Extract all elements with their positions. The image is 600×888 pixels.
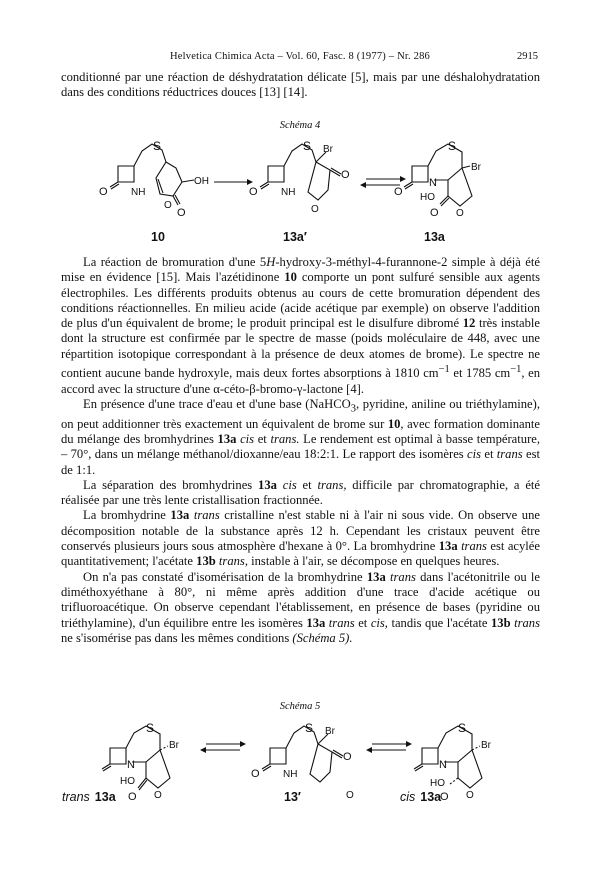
opening-paragraph xyxy=(61,70,540,101)
atom-n: N xyxy=(429,177,437,189)
atom-br: Br xyxy=(169,740,179,751)
schema-5-title: Schéma 5 xyxy=(279,701,321,712)
paragraph: La bromhydrine 13a trans cristalline n'est stable ni à l'air ni sous vide. On observe une décomposition notable de la substance après 12 h. Cependant les cristaux peuvent être conservés plusieurs jours sous atmosphère d'hexane à 0°. La bromhydrine 13a trans est acylée quantitativement; l'acétate 13b trans, instable à l'air, se décompose en quelques heures. xyxy=(61,508,540,569)
atom-o: O xyxy=(164,200,172,211)
atom-nh: NH xyxy=(131,187,146,198)
atom-o: O xyxy=(311,204,319,215)
atom-o: O xyxy=(466,790,474,801)
structure-10 xyxy=(110,144,194,205)
atom-s: S xyxy=(448,139,457,153)
atom-br: Br xyxy=(471,162,481,173)
compound-label-13-prime: 13′ xyxy=(284,790,301,804)
compound-label-trans-13a: trans 13a xyxy=(62,790,116,804)
compound-label-cis-13a: cis 13a xyxy=(400,790,442,804)
paragraph: La séparation des bromhydrines 13a cis et trans, difficile par chromatographie, a été réalisée par une très lente cristallisation fractionnée. xyxy=(61,477,540,508)
atom-ho: HO xyxy=(420,192,435,203)
atom-nh: NH xyxy=(281,187,296,198)
arrow-forward xyxy=(214,179,253,185)
schema-4-title: Schéma 4 xyxy=(279,120,321,131)
structure-trans-13a xyxy=(102,726,170,790)
atom-s: S xyxy=(153,139,162,153)
atom-o: O xyxy=(251,768,260,780)
atom-o: O xyxy=(430,207,439,219)
atom-ho: HO xyxy=(430,778,445,789)
atom-oh: OH xyxy=(194,176,209,187)
compound-label-13a: 13a xyxy=(424,230,445,244)
atom-ho: HO xyxy=(120,776,135,787)
page-number: 2915 xyxy=(517,51,538,62)
atom-o: O xyxy=(99,186,108,198)
atom-o: O xyxy=(249,186,258,198)
paragraph: conditionné par une réaction de déshydratation délicate [5], mais par une déshalohydratation dans des conditions réductrices douces [13] [14]. xyxy=(61,70,540,100)
paragraph: On n'a pas constaté d'isomérisation de la bromhydrine 13a trans dans l'acétonitrile ou le diméthoxyéthane à 80°, ni même après addition d'une trace d'acide acétique ou trifluoroacétique. On observe cependant l'établissement, en présence de bases (pyridine ou triéthylamine), d'un équilibre entre les isomères 13a trans et cis, tandis que l'acétate 13b trans ne s'isomérise pas dans les mêmes conditions (Schéma 5). xyxy=(61,569,540,645)
atom-o: O xyxy=(343,751,352,763)
atom-o: O xyxy=(128,791,137,803)
atom-br: Br xyxy=(325,726,335,737)
atom-o: O xyxy=(177,207,186,219)
running-header xyxy=(0,51,600,67)
atom-o: O xyxy=(341,169,350,181)
equilibrium-arrow xyxy=(366,741,412,753)
atom-o: O xyxy=(154,790,162,801)
paragraph: En présence d'une trace d'eau et d'une base (NaHCO$_3$, pyridine, aniline ou triéthylamine), on peut additionner très exactement un équivalent de brome sur 10, avec formation dominante du mélange des bromhydrines 13a cis et trans. Le rendement est optimal à basse température, – 70°, dans un mélange méthanol/dioxanne/eau 18:2:1. Le rapport des isomères cis et trans est de 1:1. xyxy=(61,396,541,477)
equilibrium-arrow xyxy=(200,741,246,753)
structure-13a xyxy=(404,144,472,206)
atom-br: Br xyxy=(481,740,491,751)
schema-4-diagram xyxy=(0,130,600,230)
compound-label-10: 10 xyxy=(151,230,165,244)
atom-s: S xyxy=(303,139,312,153)
atom-o: O xyxy=(456,208,464,219)
body-text xyxy=(61,255,540,646)
atom-s: S xyxy=(146,721,155,735)
atom-o: O xyxy=(346,790,354,801)
paragraph: La réaction de bromuration d'une 5H-hydroxy-3-méthyl-4-furannone-2 simple à déjà été mise en évidence [15]. Mais l'azétidinone 10 comporte un pont sulfuré sensible aux agents électrophiles. Les différents produits obtenus au cours de cette bromuration dépendent des conditions réactionnelles. En milieu acide (acide acétique par exemple) on observe l'addition de plus d'un équivalent de brome; le produit principal est le disulfure dibromé 12 très instable dont la structure est confirmée par le spectre de masse (poids moléculaire de 448, avec une répartition isotopique correspondant à la présence de deux atomes de brome). Le spectre ne contient aucune bande hydroxyle, mais deux fortes absorptions à 1810 $cm^{-1}$ et 1785 $cm^{-1}$, en accord avec la structure d'une α-céto-β-bromo-γ-lactone [4]. xyxy=(61,255,541,396)
atom-s: S xyxy=(458,721,467,735)
atom-o: O xyxy=(394,186,403,198)
atom-o: O xyxy=(440,791,449,803)
structure-cis-13a xyxy=(414,726,482,788)
atom-n: N xyxy=(127,759,135,771)
atom-br: Br xyxy=(323,144,333,155)
compound-label-13a-prime: 13a′ xyxy=(283,230,307,244)
journal-citation: Helvetica Chimica Acta – Vol. 60, Fasc. 8 (1977) – Nr. 286 xyxy=(170,51,430,62)
atom-nh: NH xyxy=(283,769,298,780)
atom-s: S xyxy=(305,721,314,735)
atom-n: N xyxy=(439,759,447,771)
